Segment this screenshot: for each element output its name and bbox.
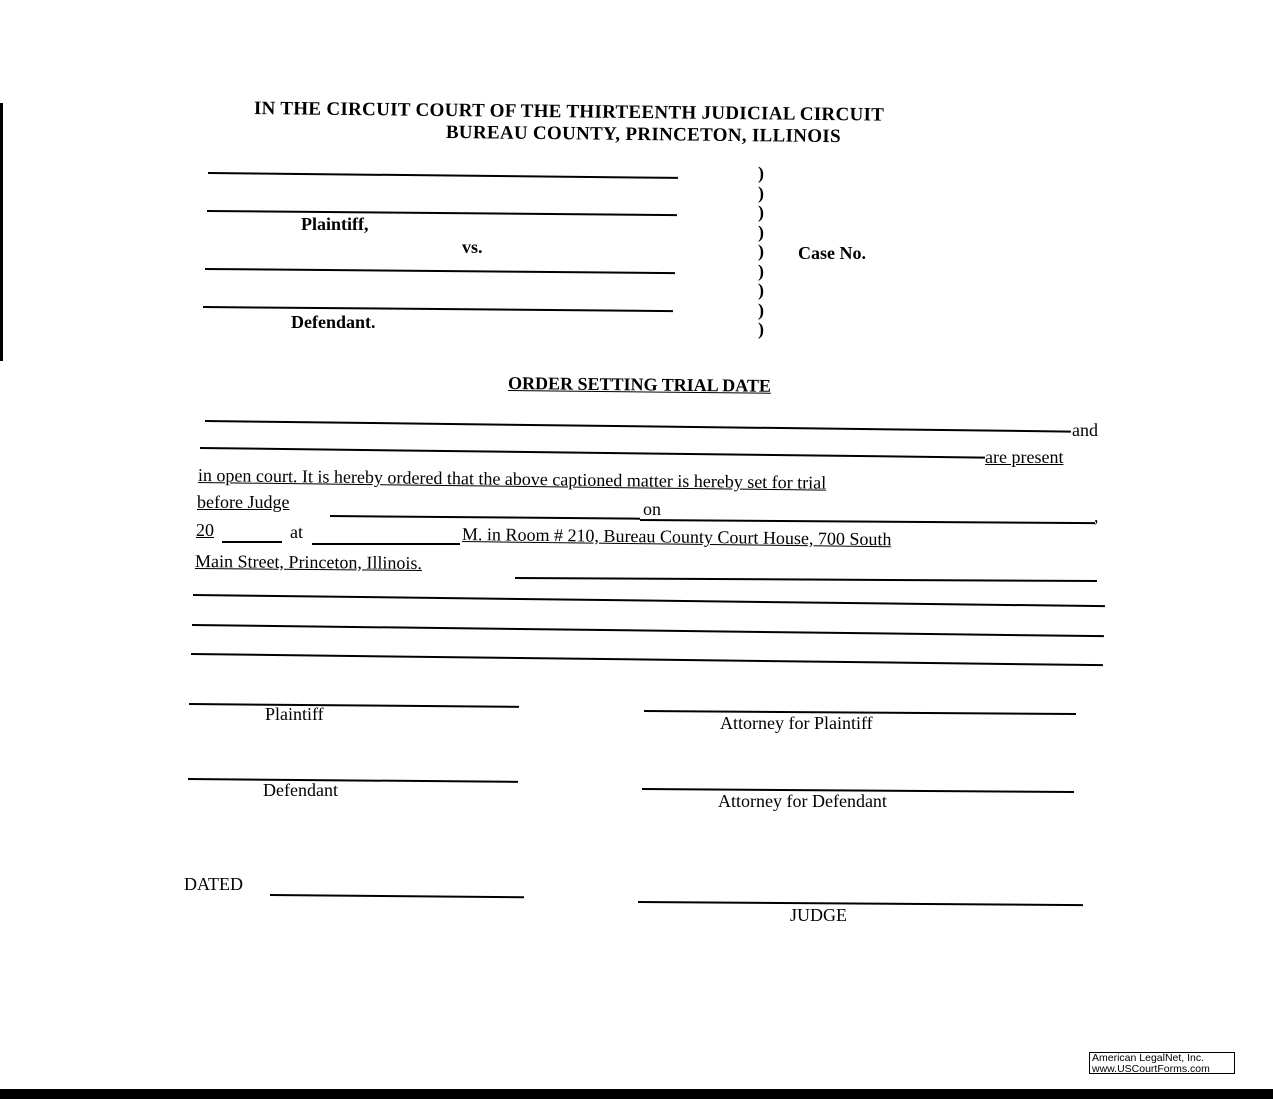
and-label: and — [1072, 420, 1098, 440]
defendant-signature-line[interactable] — [188, 778, 518, 783]
time-line[interactable] — [312, 543, 460, 545]
year-suffix-line[interactable] — [222, 541, 282, 543]
order-title: ORDER SETTING TRIAL DATE — [507, 373, 772, 396]
paren: ) — [758, 280, 764, 300]
trial-date-line[interactable] — [640, 519, 1095, 524]
judge-signature-label: JUDGE — [790, 905, 847, 925]
plaintiff-signature-line[interactable] — [189, 703, 519, 708]
publisher-stamp — [1089, 1052, 1235, 1074]
plaintiff-label: Plaintiff, — [301, 214, 369, 234]
at-label: at — [290, 522, 303, 542]
paren: ) — [758, 319, 764, 339]
notes-line-3[interactable] — [191, 653, 1103, 666]
party-1-line[interactable] — [205, 420, 1071, 433]
attorney-plaintiff-label: Attorney for Plaintiff — [720, 713, 873, 733]
paren: ) — [758, 182, 764, 203]
defendant-signature-label: Defendant — [263, 780, 338, 800]
caption-parens — [758, 164, 764, 340]
court-location: BUREAU COUNTY, PRINCETON, ILLINOIS — [445, 122, 842, 148]
judge-signature-line[interactable] — [638, 901, 1083, 906]
plaintiff-name-line-2[interactable] — [207, 210, 677, 216]
dated-label: DATED — [184, 874, 243, 894]
notes-line-1[interactable] — [193, 594, 1105, 607]
order-text-line: in open court. It is hereby ordered that the above captioned matter is hereby set for trial — [197, 465, 827, 493]
dated-line[interactable] — [270, 894, 524, 898]
paren: ) — [758, 221, 764, 242]
vs-label: vs. — [462, 237, 483, 257]
on-label: on — [643, 499, 661, 519]
scan-edge-bar — [0, 103, 3, 361]
paren: ) — [758, 299, 764, 320]
paren: ) — [758, 163, 764, 183]
notes-line-2[interactable] — [192, 624, 1104, 637]
address-line: Main Street, Princeton, Illinois. — [194, 551, 423, 573]
before-judge-label: before Judge — [197, 492, 290, 512]
court-name: IN THE CIRCUIT COURT OF THE THIRTEENTH JUDICIAL CIRCUIT — [253, 98, 885, 126]
plaintiff-name-line-1[interactable] — [208, 172, 678, 179]
paren: ) — [758, 241, 764, 261]
defendant-name-line-1[interactable] — [205, 268, 675, 274]
room-text: M. in Room # 210, Bureau County Court House, 700 South — [461, 524, 892, 550]
paren: ) — [758, 202, 764, 222]
paren: ) — [758, 260, 764, 281]
plaintiff-signature-label: Plaintiff — [265, 704, 324, 724]
case-number-label: Case No. — [798, 243, 866, 263]
are-present-label: are present — [985, 447, 1064, 467]
defendant-label: Defendant. — [291, 312, 376, 332]
publisher-name: American LegalNet, Inc. — [1092, 1052, 1205, 1064]
defendant-name-line-2[interactable] — [203, 306, 673, 312]
year-prefix: 20 — [196, 520, 214, 540]
scan-bottom-bar — [0, 1089, 1273, 1099]
party-2-line[interactable] — [200, 447, 985, 459]
address-tail-line — [515, 577, 1097, 582]
publisher-url: www.USCourtForms.com — [1092, 1063, 1210, 1075]
attorney-defendant-label: Attorney for Defendant — [718, 791, 887, 811]
date-comma: , — [1094, 506, 1099, 526]
judge-name-line[interactable] — [330, 515, 640, 520]
